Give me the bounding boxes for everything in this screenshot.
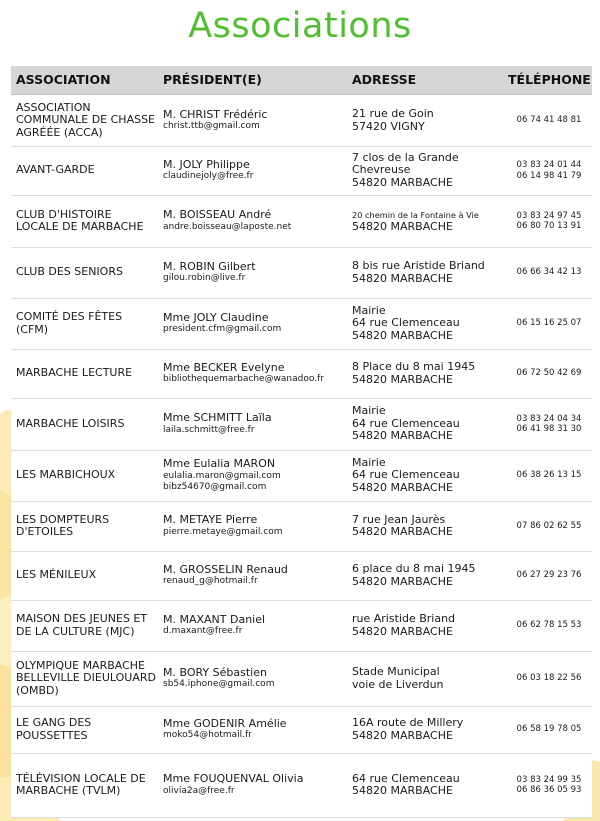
phone-cell xyxy=(507,450,591,501)
address-cell xyxy=(352,247,502,298)
president-email: christ.ttb@gmail.com xyxy=(163,121,260,132)
association-name-line: LES MARBICHOUX xyxy=(16,468,116,482)
address-line: 64 rue Clemenceau xyxy=(352,771,460,785)
address-line: voie de Liverdun xyxy=(352,677,444,691)
president-email: renaud_g@hotmail.fr xyxy=(163,576,258,587)
association-name-line: TÉLÉVISION LOCALE DE xyxy=(16,771,146,785)
address-cell xyxy=(352,195,502,247)
phone-cell xyxy=(507,95,591,146)
table-row xyxy=(11,753,592,818)
phone-number: 06 62 78 15 53 xyxy=(516,620,582,631)
association-name-cell xyxy=(16,551,161,600)
phone-number: 03 83 24 97 45 xyxy=(516,210,582,221)
association-name-line: MARBACHE LECTURE xyxy=(16,366,133,380)
association-name-cell xyxy=(16,298,161,349)
table-row xyxy=(11,600,592,652)
table-row xyxy=(11,298,592,350)
address-line: Chevreuse xyxy=(352,163,411,177)
president-email: eulalia.maron@gmail.com xyxy=(163,470,281,481)
association-name-cell xyxy=(16,146,161,195)
association-name-line: MAISON DES JEUNES ET xyxy=(16,612,148,625)
president-cell xyxy=(163,450,348,501)
phone-number: 06 15 16 25 07 xyxy=(516,318,582,329)
table-row xyxy=(11,398,592,451)
table-row xyxy=(11,501,592,552)
association-name-line: CLUB D'HISTOIRE xyxy=(16,207,112,221)
table-row xyxy=(11,247,592,299)
association-name-line: COMMUNALE DE CHASSE xyxy=(16,113,156,127)
association-name-line: LOCALE DE MARBACHE xyxy=(16,220,144,233)
phone-number: 06 14 98 41 79 xyxy=(516,170,582,181)
president-name: M. BOISSEAU André xyxy=(163,208,272,222)
table-row xyxy=(11,450,592,502)
address-line: 20 chemin de la Fontaine à Vie xyxy=(352,209,479,220)
address-line: 16A route de Millery xyxy=(352,716,464,729)
phone-number: 03 83 24 99 35 xyxy=(516,774,582,785)
association-name-line: BELLEVILLE DIEULOUARD xyxy=(16,671,156,685)
phone-number: 06 41 98 31 30 xyxy=(516,424,582,434)
address-cell xyxy=(352,706,502,753)
address-line: 8 Place du 8 mai 1945 xyxy=(352,360,476,373)
phone-number: 03 83 24 04 34 xyxy=(516,413,582,424)
phone-number: 06 03 18 22 56 xyxy=(516,673,582,684)
president-cell xyxy=(163,706,348,753)
association-name-line: ASSOCIATION xyxy=(16,100,91,114)
table-row xyxy=(11,651,592,707)
president-name: M. BORY Sébastien xyxy=(163,665,267,679)
address-cell xyxy=(352,450,502,501)
page-title: Associations xyxy=(188,6,412,46)
address-line: 64 rue Clemenceau xyxy=(352,416,460,430)
president-name: M. CHRIST Frédéric xyxy=(163,107,268,121)
table-row xyxy=(11,195,592,248)
header-address: ADRESSE xyxy=(352,72,417,87)
address-line: 57420 VIGNY xyxy=(352,119,425,133)
association-name-line: CLUB DES SENIORS xyxy=(16,265,123,279)
header-phone: TÉLÉPHONE xyxy=(508,72,591,87)
phone-number: 07 86 02 62 55 xyxy=(516,520,582,531)
table-row xyxy=(11,551,592,601)
association-name-line: AVANT-GARDE xyxy=(16,163,95,177)
president-email: claudinejoly@free.fr xyxy=(163,171,254,182)
address-line: 64 rue Clemenceau xyxy=(352,468,460,482)
president-email: d.maxant@free.fr xyxy=(163,626,243,637)
president-name: M. GROSSELIN Renaud xyxy=(163,562,288,576)
table-row xyxy=(11,146,592,196)
president-cell xyxy=(163,146,348,195)
address-line: 54820 MARBACHE xyxy=(352,574,453,588)
association-name-cell xyxy=(16,450,161,501)
phone-number: 06 58 19 78 05 xyxy=(516,724,582,735)
header-president: PRÉSIDENT(E) xyxy=(163,72,262,87)
association-name-cell xyxy=(16,706,161,753)
president-email: gilou.robin@live.fr xyxy=(163,273,246,284)
association-name-line: OLYMPIQUE MARBACHE xyxy=(16,658,146,672)
president-cell xyxy=(163,298,348,349)
president-name: Mme SCHMITT Laïla xyxy=(163,411,272,425)
president-cell xyxy=(163,600,348,651)
president-name: M. MAXANT Daniel xyxy=(163,612,266,626)
association-name-line: AGRÉÉE (ACCA) xyxy=(16,125,103,139)
president-cell xyxy=(163,195,348,247)
address-line: 8 bis rue Aristide Briand xyxy=(352,259,485,272)
association-name-line: MARBACHE LOISIRS xyxy=(16,416,125,430)
header-association: ASSOCIATION xyxy=(16,72,111,87)
phone-cell xyxy=(507,349,591,398)
president-name: Mme JOLY Claudine xyxy=(163,310,269,324)
president-name: M. ROBIN Gilbert xyxy=(163,259,256,273)
president-name: Mme BECKER Evelyne xyxy=(163,360,285,374)
address-cell xyxy=(352,651,502,706)
address-line: 54820 MARBACHE xyxy=(352,271,453,285)
president-name: Mme GODENIR Amélie xyxy=(163,716,287,730)
association-name-line: (OMBD) xyxy=(16,683,59,697)
president-cell xyxy=(163,753,348,817)
address-line: 54820 MARBACHE xyxy=(352,175,453,189)
phone-number: 06 38 26 13 15 xyxy=(516,470,582,481)
address-line: 6 place du 8 mai 1945 xyxy=(352,562,476,575)
president-email: laila.schmitt@free.fr xyxy=(163,424,255,435)
president-email: bibz54670@gmail.com xyxy=(163,481,267,492)
address-line: 54820 MARBACHE xyxy=(352,429,453,443)
president-email: sb54.iphone@gmail.com xyxy=(163,679,275,690)
association-name-line: DE LA CULTURE (MJC) xyxy=(16,624,135,638)
phone-cell xyxy=(507,398,591,450)
phone-number: 06 27 29 23 76 xyxy=(516,570,582,581)
table-header xyxy=(11,66,592,95)
phone-cell xyxy=(507,146,591,195)
president-name: M. METAYE Pierre xyxy=(163,513,258,527)
address-cell xyxy=(352,95,502,146)
table-row xyxy=(11,706,592,754)
president-cell xyxy=(163,349,348,398)
president-cell xyxy=(163,398,348,450)
address-cell xyxy=(352,349,502,398)
address-cell xyxy=(352,600,502,651)
address-line: Stade Municipal xyxy=(352,665,440,678)
address-line: Mairie xyxy=(352,303,386,317)
phone-cell xyxy=(507,298,591,349)
phone-cell xyxy=(507,247,591,298)
address-cell xyxy=(352,753,502,817)
address-line: 7 rue Jean Jaurès xyxy=(352,512,446,526)
address-line: 54820 MARBACHE xyxy=(352,624,453,638)
association-name-cell xyxy=(16,600,161,651)
address-line: 54820 MARBACHE xyxy=(352,328,453,342)
president-name: M. JOLY Philippe xyxy=(163,157,250,171)
address-line: Mairie xyxy=(352,455,386,469)
association-name-line: LES DOMPTEURS xyxy=(16,512,110,526)
address-line: 54820 MARBACHE xyxy=(352,480,453,494)
address-line: 54820 MARBACHE xyxy=(352,728,453,742)
address-line: 64 rue Clemenceau xyxy=(352,316,460,330)
association-name-cell xyxy=(16,398,161,450)
president-cell xyxy=(163,247,348,298)
address-line: 54820 MARBACHE xyxy=(352,372,453,386)
phone-number: 03 83 24 01 44 xyxy=(516,160,582,170)
association-name-cell xyxy=(16,247,161,298)
address-cell xyxy=(352,398,502,450)
president-cell xyxy=(163,551,348,600)
association-name-line: (CFM) xyxy=(16,322,49,336)
president-email: president.cfm@gmail.com xyxy=(163,324,282,335)
address-line: Mairie xyxy=(352,404,386,418)
president-email: olivia2a@free.fr xyxy=(163,785,235,796)
phone-number: 06 74 41 48 81 xyxy=(516,115,582,126)
address-line: 54820 MARBACHE xyxy=(352,784,453,797)
phone-cell xyxy=(507,551,591,600)
phone-number: 06 72 50 42 69 xyxy=(516,368,582,379)
president-name: Mme FOUQUENVAL Olivia xyxy=(163,772,304,786)
address-line: 54820 MARBACHE xyxy=(352,525,453,538)
address-line: 21 rue de Goin xyxy=(352,107,434,120)
president-email: pierre.metaye@gmail.com xyxy=(163,526,283,537)
president-name: Mme Eulalia MARON xyxy=(163,457,276,471)
phone-cell xyxy=(507,753,591,817)
association-name-cell xyxy=(16,95,161,146)
association-name-cell xyxy=(16,753,161,817)
association-name-line: LES MÉNILEUX xyxy=(16,568,97,582)
address-line: 7 clos de la Grande xyxy=(352,150,459,164)
president-email: moko54@hotmail.fr xyxy=(163,730,252,741)
president-email: andre.boisseau@laposte.net xyxy=(163,221,292,232)
address-line: 54820 MARBACHE xyxy=(352,220,453,233)
president-cell xyxy=(163,501,348,551)
address-cell xyxy=(352,298,502,349)
phone-number: 06 86 36 05 93 xyxy=(516,785,582,795)
association-name-line: LE GANG DES xyxy=(16,716,92,729)
table-row xyxy=(11,95,592,147)
address-cell xyxy=(352,501,502,551)
phone-cell xyxy=(507,501,591,551)
phone-cell xyxy=(507,651,591,706)
president-email: bibliothequemarbache@wanadoo.fr xyxy=(163,374,324,385)
address-line: rue Aristide Briand xyxy=(352,612,456,625)
association-name-cell xyxy=(16,349,161,398)
phone-cell xyxy=(507,195,591,247)
association-name-cell xyxy=(16,195,161,247)
phone-cell xyxy=(507,706,591,753)
address-cell xyxy=(352,146,502,195)
phone-cell xyxy=(507,600,591,651)
association-name-cell xyxy=(16,501,161,551)
phone-number: 06 80 70 13 91 xyxy=(516,221,582,231)
table-row xyxy=(11,349,592,399)
phone-number: 06 66 34 42 13 xyxy=(516,267,582,278)
president-cell xyxy=(163,651,348,706)
association-name-line: MARBACHE (TVLM) xyxy=(16,784,121,797)
association-name-line: POUSSETTES xyxy=(16,728,88,742)
association-name-line: COMITÉ DES FÊTES xyxy=(16,310,123,323)
president-cell xyxy=(163,95,348,146)
associations-table xyxy=(11,66,592,818)
address-cell xyxy=(352,551,502,600)
association-name-line: D'ETOILES xyxy=(16,525,74,538)
association-name-cell xyxy=(16,651,161,706)
